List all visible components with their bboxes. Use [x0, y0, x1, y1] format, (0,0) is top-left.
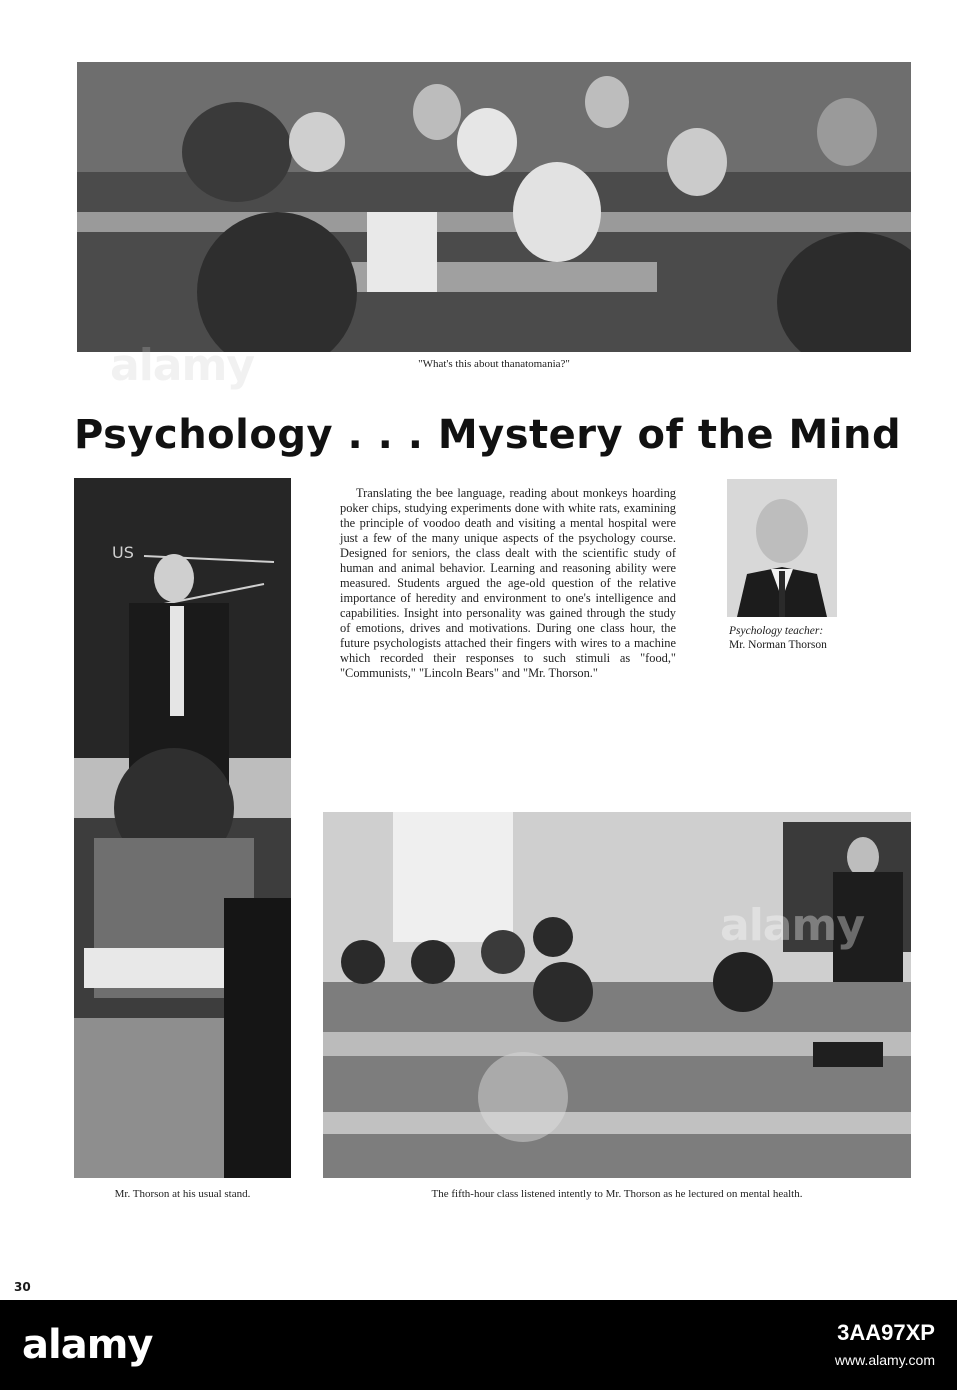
top-photo-caption: "What's this about thanatomania?"	[418, 358, 570, 370]
article-paragraph: Translating the bee language, reading about monkeys hoarding poker chips, studying experiments done with white rats, examining the principle of voodoo death and visiting a mental hospital were just a few of the many unique aspects of the psychology course. Designed for seniors, the class dealt with the scientific study of human and animal behavior. Learning and reasoning ability were measured. Students argued the age-old question of the relative importance of heredity and environment to one's intelligence and capabilities. Insight into personality was gained through the study of emotions, drives and motivations. During one class hour, the future psychologists attached their fingers with wires to a machine which recorded their responses to such stimuli as "food," "Communists," "Lincoln Bears" and "Mr. Thorson."	[340, 486, 676, 680]
portrait-role: Psychology teacher:	[729, 625, 824, 637]
chalkboard-label: US	[112, 543, 134, 562]
watermark-left: alamy	[110, 340, 254, 391]
portrait-caption	[729, 624, 879, 652]
top-photo-illustration	[77, 62, 911, 352]
top-classroom-photo	[77, 62, 911, 352]
teacher-portrait-photo	[727, 479, 837, 617]
image-id: 3AA97XP	[837, 1320, 935, 1345]
watermark-right: alamy	[720, 900, 864, 951]
stock-footer-bar	[0, 1300, 957, 1390]
left-teacher-photo	[74, 478, 291, 1178]
bottom-photo-caption: The fifth-hour class listened intently to Mr. Thorson as he lectured on mental health.	[431, 1188, 803, 1200]
left-photo-caption: Mr. Thorson at his usual stand.	[114, 1188, 251, 1200]
portrait-illustration	[727, 479, 837, 617]
bottom-classroom-photo	[323, 812, 911, 1178]
page-headline: Psychology . . . Mystery of the Mind	[74, 412, 902, 458]
page-number: 30	[14, 1280, 31, 1294]
bottom-photo-illustration	[323, 812, 911, 1178]
article-body	[340, 486, 676, 681]
left-photo-illustration	[74, 478, 291, 1178]
alamy-logo: alamy	[22, 1322, 153, 1368]
footer-meta	[835, 1320, 935, 1368]
site-url[interactable]: www.alamy.com	[834, 1352, 935, 1368]
portrait-name: Mr. Norman Thorson	[729, 639, 827, 651]
